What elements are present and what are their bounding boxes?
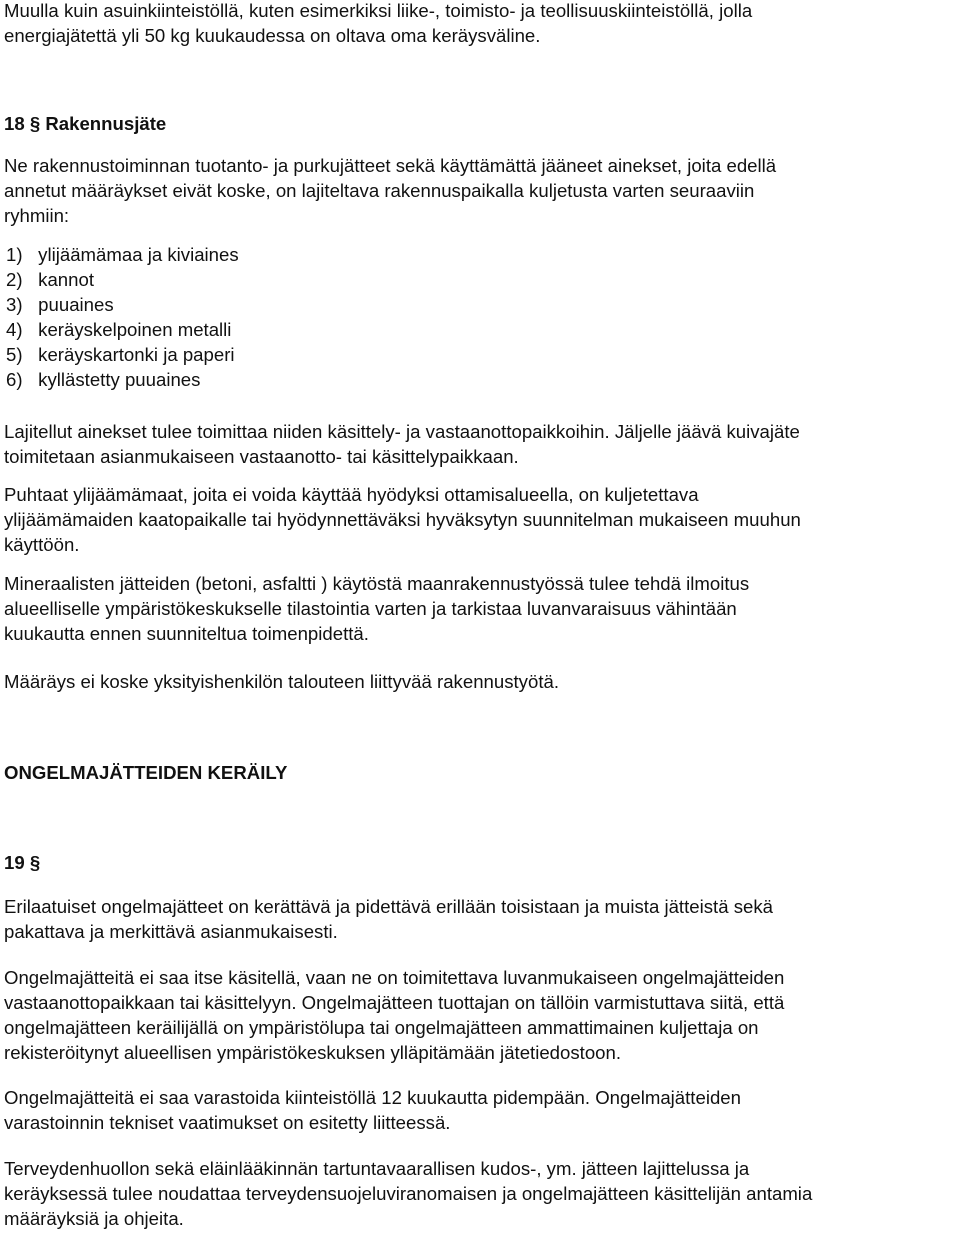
text-line: Ongelmajätteitä ei saa itse käsitellä, vaan ne on toimitettava luvanmukaiseen ongelmajätteiden (4, 967, 785, 988)
section-19-heading: 19 § (4, 852, 41, 873)
section-18-paragraph-2 (4, 419, 958, 469)
text-line: vastaanottopaikkaan tai käsittelyyn. Ongelmajätteen tuottajan on tällöin varmistuttava siitä, että (4, 992, 785, 1013)
text-line: Muulla kuin asuinkiinteistöllä, kuten esimerkiksi liike-, toimisto- ja teollisuuskiinteistöllä, jolla (4, 0, 753, 21)
list-text: puuaines (38, 294, 114, 315)
intro-paragraph (4, 0, 958, 48)
list-number: 4) (6, 319, 23, 340)
list-item (4, 242, 239, 267)
list-number: 3) (6, 294, 23, 315)
text-line: kuukautta ennen suunniteltua toimenpidettä. (4, 623, 369, 644)
list-number: 6) (6, 369, 23, 390)
section-19-paragraph-2 (4, 965, 958, 1065)
text-line: Määräys ei koske yksityishenkilön talouteen liittyvää rakennustyötä. (4, 671, 559, 692)
text-line: ryhmiin: (4, 205, 70, 226)
section-18-paragraph-3 (4, 482, 958, 557)
list-number: 5) (6, 344, 23, 365)
text-line: Ongelmajätteitä ei saa varastoida kiinteistöllä 12 kuukautta pidempään. Ongelmajätteiden (4, 1087, 741, 1108)
section-19-paragraph-3 (4, 1085, 958, 1135)
text-line: määräyksiä ja ohjeita. (4, 1208, 184, 1229)
text-line: Mineraalisten jätteiden (betoni, asfaltti ) käytöstä maanrakennustyössä tulee tehdä ilmoitus (4, 573, 750, 594)
list-number: 1) (6, 244, 23, 265)
text-line: annetut määräykset eivät koske, on lajiteltava rakennuspaikalla kuljetusta varten seuraaviin (4, 180, 755, 201)
text-line: Terveydenhuollon sekä eläinlääkinnän tartuntavaarallisen kudos-, ym. jätteen lajittelussa ja (4, 1158, 750, 1179)
text-line: energiajätettä yli 50 kg kuukaudessa on oltava oma keräysväline. (4, 25, 541, 46)
text-line: keräyksessä tulee noudattaa terveydensuojeluviranomaisen ja ongelmajätteen käsittelijän antamia (4, 1183, 813, 1204)
list-text: ylijäämämaa ja kiviaines (38, 244, 239, 265)
section-19-paragraph-4 (4, 1156, 958, 1231)
section-19-paragraph-1 (4, 894, 958, 944)
list-item (4, 342, 235, 367)
list-item (4, 292, 114, 317)
section-18-paragraph (4, 153, 958, 228)
text-line: alueelliselle ympäristökeskukselle tilastointia varten ja tarkistaa luvanvaraisuus vähintään (4, 598, 737, 619)
list-number: 2) (6, 269, 23, 290)
text-line: ongelmajätteen keräilijällä on ympäristölupa tai ongelmajätteen ammattimainen kuljettaja on (4, 1017, 759, 1038)
list-item (4, 267, 94, 292)
list-text: kannot (38, 269, 94, 290)
text-line: ylijäämämaiden kaatopaikalle tai hyödynnettäväksi hyväksytyn suunnitelman mukaiseen muuhun (4, 509, 801, 530)
list-item (4, 367, 200, 392)
text-line: Erilaatuiset ongelmajätteet on kerättävä ja pidettävä erillään toisistaan ja muista jätteistä sekä (4, 896, 773, 917)
text-line: pakattava ja merkittävä asianmukaisesti. (4, 921, 338, 942)
list-text: kyllästetty puuaines (38, 369, 201, 390)
text-line: rekisteröitynyt alueellisen ympäristökeskuksen ylläpitämään jätetiedostoon. (4, 1042, 622, 1063)
text-line: käyttöön. (4, 534, 80, 555)
text-line: varastoinnin tekniset vaatimukset on esitetty liitteessä. (4, 1112, 451, 1133)
list-item (4, 317, 231, 342)
chapter-title: ONGELMAJÄTTEIDEN KERÄILY (4, 762, 288, 783)
list-text: keräyskelpoinen metalli (38, 319, 232, 340)
text-line: Puhtaat ylijäämämaat, joita ei voida käyttää hyödyksi ottamisalueella, on kuljetettava (4, 484, 699, 505)
section-18-paragraph-5 (4, 669, 958, 694)
text-line: toimitetaan asianmukaiseen vastaanotto- tai käsittelypaikkaan. (4, 446, 519, 467)
text-line: Lajitellut ainekset tulee toimittaa niiden käsittely- ja vastaanottopaikkoihin. Jäljelle jäävä kuivajäte (4, 421, 800, 442)
text-line: Ne rakennustoiminnan tuotanto- ja purkujätteet sekä käyttämättä jääneet ainekset, joita edellä (4, 155, 777, 176)
list-text: keräyskartonki ja paperi (38, 344, 235, 365)
section-18-heading: 18 § Rakennusjäte (4, 113, 167, 134)
section-18-paragraph-4 (4, 571, 958, 646)
waste-group-list (4, 242, 958, 402)
